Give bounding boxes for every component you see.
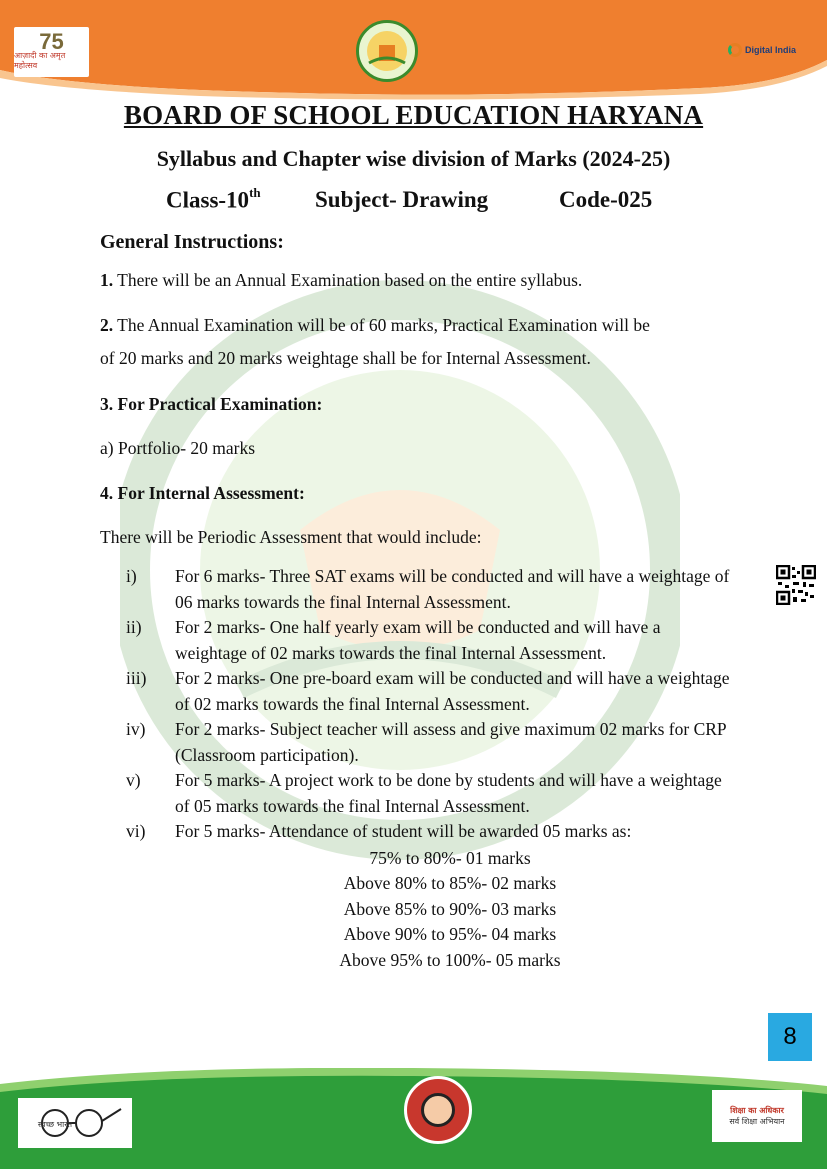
- portfolio-item: a) Portfolio- 20 marks: [100, 438, 256, 458]
- assessment-list: [126, 564, 746, 845]
- list-item: v) For 5 marks- A project work to be done by students and will have a weightage of 05 marks towards the final Internal Assessment.: [126, 770, 722, 816]
- azadi-ka-amrit-mahotsav-logo: 75 आज़ादी का अमृत महोत्सव: [14, 27, 89, 77]
- attendance-row: Above 80% to 85%- 02 marks: [343, 873, 557, 893]
- page-number: 8: [768, 1013, 812, 1061]
- list-item: iii) For 2 marks- One pre-board exam will be conducted and will have a weightage of 02 marks towards the final Internal Assessment.: [126, 668, 730, 714]
- board-emblem-icon: [356, 20, 418, 82]
- beti-bachao-beti-padhao-logo: [404, 1076, 472, 1144]
- swachh-bharat-logo: [18, 1098, 132, 1148]
- page-title: BOARD OF SCHOOL EDUCATION HARYANA: [123, 100, 704, 130]
- attendance-row: 75% to 80%- 01 marks: [369, 848, 531, 868]
- digital-india-logo: Digital India: [728, 36, 800, 64]
- svg-text:स्वच्छ भारत: स्वच्छ भारत: [37, 1120, 73, 1129]
- digital-india-swirl-icon: [728, 43, 742, 57]
- shiksha-ka-adhikar-logo: शिक्षा का अधिकार सर्व शिक्षा अभियान: [712, 1090, 802, 1142]
- page-subtitle: Syllabus and Chapter wise division of Marks (2024-25): [156, 146, 671, 171]
- list-item: ii) For 2 marks- One half yearly exam will be conducted and will have a weightage of 02 marks towards the final Internal Assessment.: [126, 617, 661, 663]
- glasses-icon: [25, 1103, 125, 1143]
- qr-code-icon[interactable]: [776, 565, 816, 605]
- list-item: iv) For 2 marks- Subject teacher will assess and give maximum 02 marks for CRP (Classroom participation).: [126, 719, 726, 765]
- attendance-row: Above 90% to 95%- 04 marks: [343, 924, 557, 944]
- subject-label: Subject- Drawing: [315, 187, 489, 212]
- internal-assessment-heading: 4. For Internal Assessment:: [100, 483, 305, 503]
- class-label: Class-10th: [166, 185, 261, 213]
- girl-face-icon: [421, 1093, 455, 1127]
- list-item: i) For 6 marks- Three SAT exams will be conducted and will have a weightage of 06 marks towards the final Internal Assessment.: [126, 566, 730, 612]
- attendance-row: Above 95% to 100%- 05 marks: [339, 950, 561, 970]
- instruction-2-line-2: of 20 marks and 20 marks weightage shall be for Internal Assessment.: [100, 348, 591, 368]
- code-label: Code-025: [559, 187, 653, 212]
- practical-exam-heading: 3. For Practical Examination:: [100, 394, 323, 414]
- instruction-1: 1. There will be an Annual Examination based on the entire syllabus.: [100, 270, 583, 290]
- general-instructions-heading: General Instructions:: [100, 231, 284, 253]
- instruction-2-line-1: 2. The Annual Examination will be of 60 marks, Practical Examination will be: [100, 315, 650, 335]
- list-item: vi) For 5 marks- Attendance of student will be awarded 05 marks as:: [126, 821, 632, 841]
- attendance-row: Above 85% to 90%- 03 marks: [343, 899, 557, 919]
- internal-assessment-intro: There will be Periodic Assessment that would include:: [100, 527, 482, 547]
